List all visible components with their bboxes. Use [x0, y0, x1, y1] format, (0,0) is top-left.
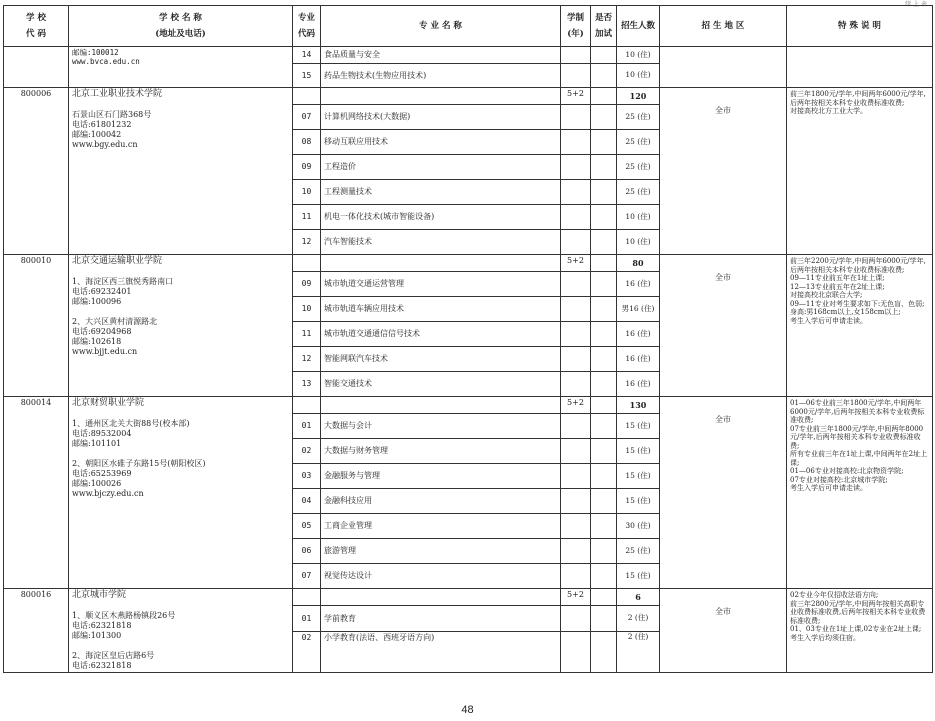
region-cell [660, 88, 787, 255]
school-address: 1、海淀区西三旗悦秀路南口 电话:69232401 邮编:100096 2、大兴区黄村清源路北 电话:69204968 邮编:102618 www.bjjt.edu.cn [72, 277, 174, 357]
major-row: 01 大数据与会计 15 (住) [4, 414, 933, 439]
major-row: 12 汽车智能技术 10 (住) [4, 230, 933, 255]
special-notes: 前三年2200元/学年,中间两年6000元/学年,后两年按相关本科专业收费标准收费; 09—11专业前五年在1址上课; 12—13专业前五年在2址上课; 对接高校北京联合大学; 09—11专业对考生要求如下:无色盲、色弱;身高:男168cm以上,女158cm以上; 考生入学后可申请走读。 [787, 255, 933, 397]
major-row: 06 旅游管理 25 (住) [4, 539, 933, 564]
school-row: 800014 北京财贸职业学院 1、通州区北关大街88号(校本部) 电话:89532004 邮编:101101 2、朝阳区水碓子东路15号(朝阳校区) 电话:65253969 邮编:100026 www.bjczy.edu.cn 5+2 130 全市 01—06专业前三年1800元/学年,中间两年6000元/学年,后两年按相关本科专业收费标准收费; 07专业前三年1800元/学年,中间两年8000元/学年,后两年按相关本科专业收费标准收费; 所有专业前三年在1址上课,中间两年在2址上课; 01—06专业对接高校:北京物资学院; 07专业对接高校:北京城市学院; 考生入学后可申请走读。 [4, 397, 933, 414]
school-code: 800016 [4, 589, 69, 673]
school-info [69, 589, 293, 673]
page-number: 48 [461, 704, 474, 716]
header-enrollment: 招生人数 [617, 6, 660, 47]
header-length: 学制 (年) [561, 6, 591, 47]
school-info [69, 397, 293, 589]
school-info [69, 88, 293, 255]
header-school-code: 学 校 代 码 [4, 6, 69, 47]
school-address: 石景山区石门路368号 电话:61801232 邮编:100042 www.bgy.edu.cn [72, 110, 152, 150]
major-row: 12 智能网联汽车技术 16 (住) [4, 347, 933, 372]
table-row: 15 药品生物技术(生物应用技术) 10 (住) [4, 64, 933, 88]
header-school-name: 学 校 名 称 (地址及电话) [69, 6, 293, 47]
major-row: 09 工程造价 25 (住) [4, 155, 933, 180]
header-major-name: 专 业 名 称 [321, 6, 561, 47]
major-row: 02 大数据与财务管理 15 (住) [4, 439, 933, 464]
continued-note: 续 上 表 [905, 1, 927, 8]
school-address: 1、通州区北关大街88号(校本部) 电话:89532004 邮编:101101 2、朝阳区水碓子东路15号(朝阳校区) 电话:65253969 邮编:100026 www.bjczy.edu.cn [72, 419, 206, 499]
region-cell [660, 255, 787, 397]
major-row: 01 学前教育 2 (住) [4, 606, 933, 632]
major-row: 11 机电一体化技术(城市智能设备) 10 (住) [4, 205, 933, 230]
school-info [69, 255, 293, 397]
major-row: 13 智能交通技术 16 (住) [4, 372, 933, 397]
header-region: 招 生 地 区 [660, 6, 787, 47]
special-notes: 02专业今年仅招收法语方向; 前三年2800元/学年,中间两年按相关高职专业收费标准收费,后两年按相关本科专业收费标准收费; 01、03专业在1址上课,02专业在2址上课; 考生入学后均须住宿。 [787, 589, 933, 673]
school-code: 800010 [4, 255, 69, 397]
school-code: 800014 [4, 397, 69, 589]
special-notes: 01—06专业前三年1800元/学年,中间两年6000元/学年,后两年按相关本科专业收费标准收费; 07专业前三年1800元/学年,中间两年8000元/学年,后两年按相关本科专业收费标准收费; 所有专业前三年在1址上课,中间两年在2址上课; 01—06专业对接高校:北京物资学院; 07专业对接高校:北京城市学院; 考生入学后可申请走读。 [787, 397, 933, 589]
region-label: 全市 [715, 415, 731, 424]
region-label: 全市 [715, 607, 731, 616]
admissions-table [3, 5, 933, 673]
major-row: 10 城市轨道车辆应用技术 男16 (住) [4, 297, 933, 322]
header-major-code: 专业 代码 [293, 6, 321, 47]
major-row: 03 金融服务与管理 15 (住) [4, 464, 933, 489]
major-row: 10 工程测量技术 25 (住) [4, 180, 933, 205]
school-name: 北京工业职业技术学院 [72, 89, 163, 99]
major-row: 11 城市轨道交通通信信号技术 16 (住) [4, 322, 933, 347]
major-row: 09 城市轨道交通运营管理 16 (住) [4, 272, 933, 297]
school-code: 800006 [4, 88, 69, 255]
major-row: 08 移动互联应用技术 25 (住) [4, 130, 933, 155]
header-extra-test: 是否 加试 [591, 6, 617, 47]
region-cell [660, 397, 787, 589]
region-label: 全市 [715, 106, 731, 115]
region-cell [660, 589, 787, 673]
school-name: 北京交通运输职业学院 [72, 256, 163, 266]
table-row: 邮编:100012 www.bvca.edu.cn 14 食品质量与安全 10 (住) [4, 47, 933, 64]
school-address: 1、顺义区木燕路杨镇段26号 电话:62321818 邮编:101300 2、海淀区皇后店路6号 电话:62321818 [72, 611, 176, 671]
school-address: 邮编:100012 www.bvca.edu.cn [69, 47, 293, 88]
table-header [4, 6, 933, 47]
major-row: 07 视觉传达设计 15 (住) [4, 564, 933, 589]
school-row: 800006 北京工业职业技术学院 石景山区石门路368号 电话:61801232 邮编:100042 www.bgy.edu.cn 5+2 120 全市 前三年1800元/学年,中间两年6000元/学年,后两年按相关本科专业收费标准收费; 对接高校北方工业大学。 [4, 88, 933, 105]
header-notes: 特 殊 说 明 [787, 6, 933, 47]
school-name: 北京城市学院 [72, 590, 127, 600]
region-label: 全市 [715, 273, 731, 282]
major-row: 05 工商企业管理 30 (住) [4, 514, 933, 539]
special-notes: 前三年1800元/学年,中间两年6000元/学年,后两年按相关本科专业收费标准收费; 对接高校北方工业大学。 [787, 88, 933, 255]
major-row: 02 小学教育(法语、西班牙语方向) 2 (住) [4, 632, 933, 673]
school-row: 800010 北京交通运输职业学院 1、海淀区西三旗悦秀路南口 电话:69232401 邮编:100096 2、大兴区黄村清源路北 电话:69204968 邮编:102618 www.bjjt.edu.cn 5+2 80 全市 前三年2200元/学年,中间两年6000元/学年,后两年按相关本科专业收费标准收费; 09—11专业前五年在1址上课; 12—13专业前五年在2址上课; 对接高校北京联合大学; 09—11专业对考生要求如下:无色盲、色弱;身高:男168cm以上,女158cm以上; 考生入学后可申请走读。 [4, 255, 933, 272]
school-name: 北京财贸职业学院 [72, 398, 145, 408]
major-row: 04 金融科技应用 15 (住) [4, 489, 933, 514]
major-row: 07 计算机网络技术(大数据) 25 (住) [4, 105, 933, 130]
school-row: 800016 北京城市学院 1、顺义区木燕路杨镇段26号 电话:62321818 邮编:101300 2、海淀区皇后店路6号 电话:62321818 5+2 6 全市 02专业今年仅招收法语方向; 前三年2800元/学年,中间两年按相关高职专业收费标准收费,后两年按相关本科专业收费标准收费; 01、03专业在1址上课,02专业在2址上课; 考生入学后均须住宿。 [4, 589, 933, 606]
